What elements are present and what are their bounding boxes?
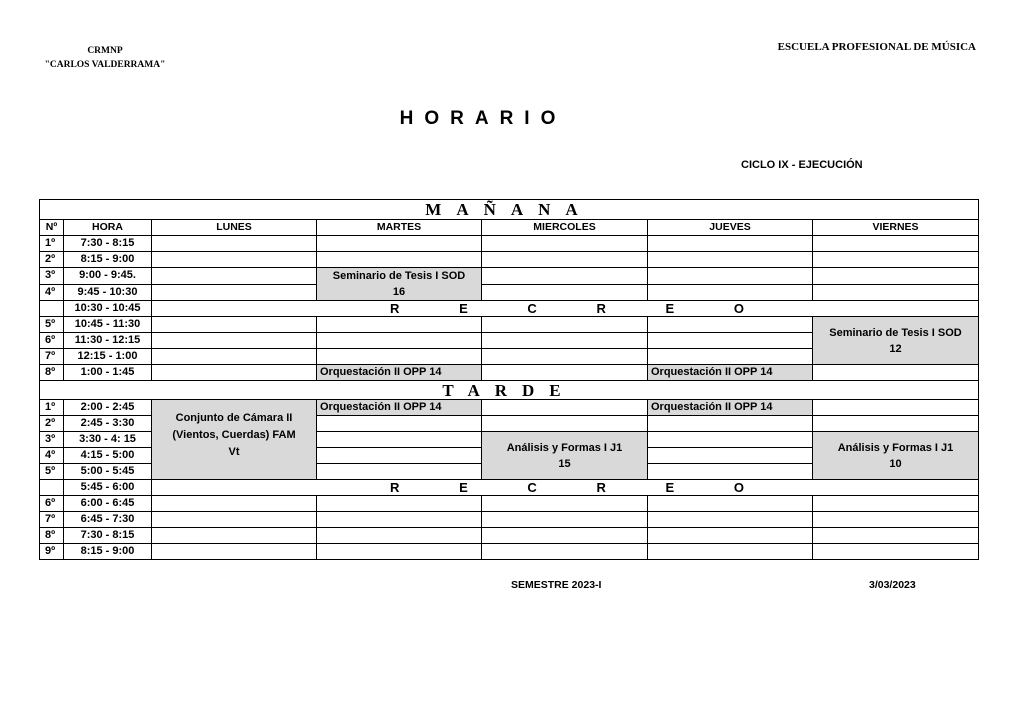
course-orquestacion-jueves: Orquestación II OPP 14 — [648, 365, 813, 381]
period-number: 6º — [40, 333, 64, 349]
period-time: 5:45 - 6:00 — [64, 480, 152, 496]
period-time: 5:00 - 5:45 — [64, 464, 152, 480]
period-time: 6:45 - 7:30 — [64, 512, 152, 528]
period-number: 3º — [40, 432, 64, 448]
course-seminario-tesis-viernes: Seminario de Tesis I SOD 12 — [813, 317, 979, 365]
course-seminario-tesis-martes: Seminario de Tesis I SOD 16 — [317, 268, 482, 301]
period-time: 1:00 - 1:45 — [64, 365, 152, 381]
course-orquestacion-martes-tarde: Orquestación II OPP 14 — [317, 400, 482, 416]
course-orquestacion-jueves-tarde: Orquestación II OPP 14 — [648, 400, 813, 416]
col-header-lunes: LUNES — [152, 220, 317, 236]
period-time: 8:15 - 9:00 — [64, 544, 152, 560]
period-number: 2º — [40, 252, 64, 268]
table-row — [40, 268, 979, 285]
period-number: 2º — [40, 416, 64, 432]
table-row — [40, 317, 979, 333]
period-number: 1º — [40, 400, 64, 416]
table-row — [40, 284, 979, 301]
period-number: 3º — [40, 268, 64, 285]
recreo-row — [40, 301, 979, 317]
col-header-viernes: VIERNES — [813, 220, 979, 236]
period-number: 5º — [40, 464, 64, 480]
col-header-num: Nº — [40, 220, 64, 236]
period-number: 4º — [40, 448, 64, 464]
period-time: 4:15 - 5:00 — [64, 448, 152, 464]
col-header-miercoles: MIERCOLES — [482, 220, 648, 236]
period-time: 11:30 - 12:15 — [64, 333, 152, 349]
table-row — [40, 236, 979, 252]
period-time: 8:15 - 9:00 — [64, 252, 152, 268]
period-number — [40, 301, 64, 317]
col-header-hora: HORA — [64, 220, 152, 236]
course-analisis-formas-miercoles: Análisis y Formas I J1 15 — [482, 432, 648, 480]
recreo-label: R E C R E O — [152, 301, 979, 317]
col-header-martes: MARTES — [317, 220, 482, 236]
period-number: 9º — [40, 544, 64, 560]
course-analisis-formas-viernes: Análisis y Formas I J1 10 — [813, 432, 979, 480]
period-number: 6º — [40, 496, 64, 512]
table-row — [40, 496, 979, 512]
recreo-label: R E C R E O — [152, 480, 979, 496]
table-row — [40, 528, 979, 544]
schedule-table — [39, 199, 979, 560]
period-time: 7:30 - 8:15 — [64, 528, 152, 544]
period-number: 7º — [40, 512, 64, 528]
course-orquestacion-martes: Orquestación II OPP 14 — [317, 365, 482, 381]
ciclo-label: CICLO IX - EJECUCIÓN — [741, 159, 863, 171]
table-row — [40, 252, 979, 268]
afternoon-section-header: TARDE — [40, 381, 979, 400]
period-time: 2:00 - 2:45 — [64, 400, 152, 416]
period-time: 3:30 - 4: 15 — [64, 432, 152, 448]
table-row — [40, 544, 979, 560]
institution-short: CRMNP — [87, 46, 123, 56]
table-row — [40, 365, 979, 381]
table-row — [40, 400, 979, 416]
period-time: 10:30 - 10:45 — [64, 301, 152, 317]
table-row — [40, 512, 979, 528]
recreo-row — [40, 480, 979, 496]
period-number: 8º — [40, 365, 64, 381]
period-time: 2:45 - 3:30 — [64, 416, 152, 432]
date-label: 3/03/2023 — [869, 579, 916, 591]
institution-name: "CARLOS VALDERRAMA" — [44, 60, 166, 70]
page-title: HORARIO — [399, 108, 567, 129]
course-conjunto-camara-lunes: Conjunto de Cámara II (Vientos, Cuerdas) FAM Vt — [152, 400, 317, 480]
school-name: ESCUELA PROFESIONAL DE MÚSICA — [777, 41, 976, 53]
column-header-row — [40, 220, 979, 236]
period-time: 9:45 - 10:30 — [64, 284, 152, 301]
period-time: 9:00 - 9:45. — [64, 268, 152, 285]
period-time: 6:00 - 6:45 — [64, 496, 152, 512]
period-number: 5º — [40, 317, 64, 333]
period-number — [40, 480, 64, 496]
semestre-label: SEMESTRE 2023-I — [511, 579, 602, 591]
period-time: 10:45 - 11:30 — [64, 317, 152, 333]
period-number: 7º — [40, 349, 64, 365]
period-number: 8º — [40, 528, 64, 544]
institution-header — [0, 44, 210, 72]
period-time: 12:15 - 1:00 — [64, 349, 152, 365]
period-time: 7:30 - 8:15 — [64, 236, 152, 252]
period-number: 4º — [40, 284, 64, 301]
morning-section-header: MAÑANA — [40, 200, 979, 220]
period-number: 1º — [40, 236, 64, 252]
col-header-jueves: JUEVES — [648, 220, 813, 236]
